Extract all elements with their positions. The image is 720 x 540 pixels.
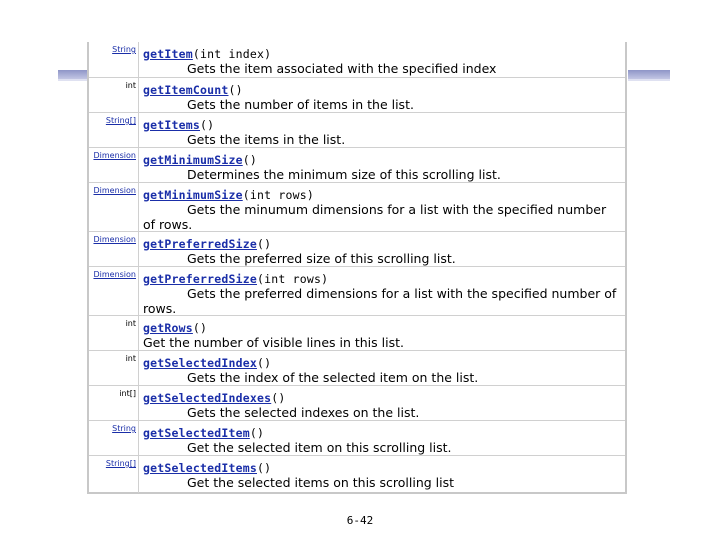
method-description: Get the selected item on this scrolling list. [187, 440, 452, 455]
method-row [89, 112, 625, 148]
method-summary-table [87, 42, 627, 494]
method-row [89, 147, 625, 183]
method-description: Gets the preferred dimensions for a list with the specified number of rows. [143, 286, 617, 316]
method-params: () [192, 321, 208, 335]
method-row [89, 182, 625, 232]
return-type-link[interactable]: String [112, 45, 136, 54]
method-name-link[interactable]: getSelectedIndex [143, 356, 257, 370]
method-description: Gets the item associated with the specified index [187, 61, 497, 76]
method-name-link[interactable]: getPreferredSize [143, 237, 257, 251]
method-description: Get the selected items on this scrolling list [187, 475, 455, 490]
method-name-link[interactable]: getMinimumSize [143, 188, 243, 202]
method-params: () [228, 83, 243, 97]
decorative-bar-left [58, 70, 88, 79]
return-type: int [125, 354, 136, 363]
return-type: int [125, 319, 136, 328]
return-type-link[interactable]: String[] [105, 459, 136, 468]
method-row [89, 42, 625, 77]
return-type-link[interactable]: String[] [105, 116, 136, 125]
method-row [89, 420, 625, 456]
method-params: (int rows) [256, 272, 329, 286]
method-params: () [256, 237, 272, 251]
method-row [89, 266, 625, 316]
method-params: (int rows) [242, 188, 314, 202]
method-name-link[interactable]: getSelectedItems [143, 461, 257, 475]
method-params: () [256, 356, 272, 370]
method-description: Gets the index of the selected item on the list. [187, 370, 479, 385]
method-name-link[interactable]: getSelectedIndexes [143, 391, 272, 405]
method-name-link[interactable]: getRows [143, 321, 193, 335]
method-params: () [200, 118, 215, 132]
method-name-link[interactable]: getMinimumSize [143, 153, 243, 167]
method-description: Gets the minumum dimensions for a list with the specified number of rows. [143, 202, 607, 232]
return-type: int [125, 81, 136, 90]
page-number: 6-42 [346, 514, 374, 527]
return-type-link[interactable]: Dimension [93, 186, 136, 195]
return-type-link[interactable]: Dimension [93, 270, 136, 279]
method-name-link[interactable]: getItem [143, 47, 193, 61]
method-row [89, 315, 625, 351]
method-description: Determines the minimum size of this scrolling list. [187, 167, 501, 182]
method-row [89, 385, 625, 421]
method-name-link[interactable]: getItemCount [143, 83, 229, 97]
method-row [89, 350, 625, 386]
return-type-link[interactable]: Dimension [93, 235, 136, 244]
return-type-link[interactable]: String [112, 424, 136, 433]
method-name-link[interactable]: getSelectedItem [143, 426, 250, 440]
method-description: Gets the preferred size of this scrolling list. [187, 251, 456, 266]
method-params: () [256, 461, 272, 475]
method-params: () [271, 391, 286, 405]
decorative-bar-right [628, 70, 670, 79]
return-type-link[interactable]: Dimension [93, 151, 136, 160]
method-description: Gets the items in the list. [187, 132, 346, 147]
method-row [89, 231, 625, 267]
method-name-link[interactable]: getItems [143, 118, 200, 132]
method-description: Gets the selected indexes on the list. [187, 405, 420, 420]
method-params: () [249, 426, 265, 440]
method-row [89, 455, 625, 493]
method-params: (int index) [192, 47, 272, 61]
method-description: Get the number of visible lines in this list. [143, 335, 404, 350]
method-name-link[interactable]: getPreferredSize [143, 272, 257, 286]
method-params: () [242, 153, 257, 167]
return-type: int[] [119, 389, 136, 398]
method-description: Gets the number of items in the list. [187, 97, 414, 112]
method-row [89, 77, 625, 113]
